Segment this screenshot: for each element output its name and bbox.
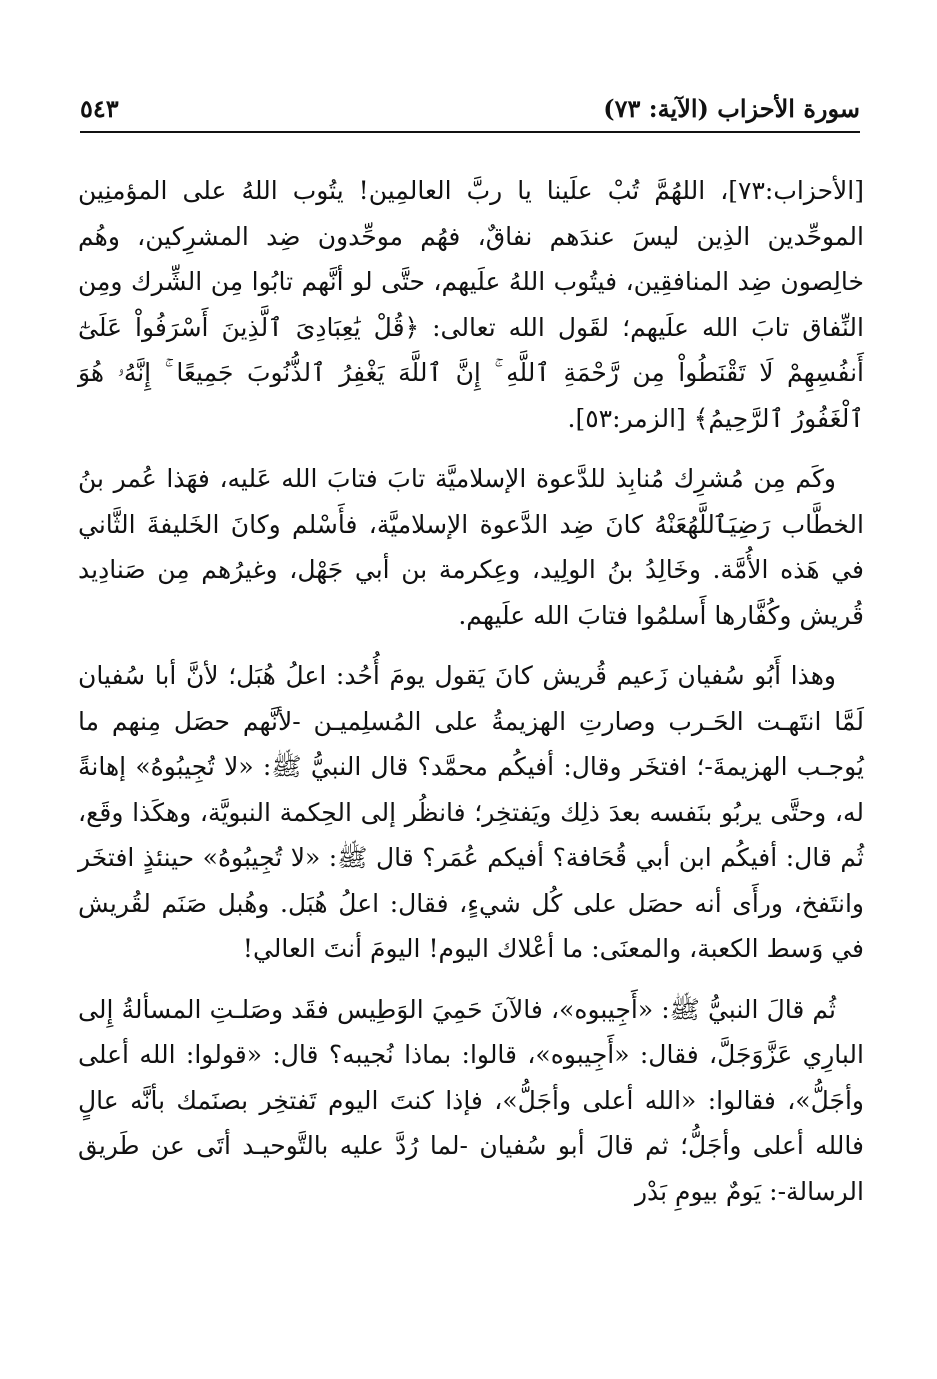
page-number: ٥٤٣ (80, 94, 119, 123)
page-header (80, 88, 860, 128)
paragraph-3: وهذا أَبُو سُفيان زَعيم قُريش كانَ يَقول يومَ أُحُد: اعلُ هُبَل؛ لأنَّ أبا سُفيان لَمَّا انتَهـت الحَـرب وصارتِ الهزيمةُ على المُسلِميـن -لأنَّهم حصَل مِنهم ما يُوجـب الهزيمةَ-؛ افتخَر وقال: أفيكُم محمَّد؟ قال النبيُّ ﷺ: «لا تُجِيبُوهُ» إهانةً له، وحتَّى يربُو بنَفسه بعدَ ذلِك ويَفتخِر؛ فانظُر إلى الحِكمة النبويَّة، وهكَذا وقَع، ثُم قال: أفيكُم ابن أبي قُحَافة؟ أفيكم عُمَر؟ قال ﷺ: «لا تُجِيبُوهُ» حينئذٍ افتخَر وانتَفخ، ورأَى أنه حصَل على كُل شيءٍ، فقال: اعلُ هُبَل. وهُبل صَنَم لقُريش في وَسط الكعبة، والمعنَى: ما أعْلاك اليوم! اليومَ أنتَ العالي! (78, 661, 864, 963)
header-rule (80, 131, 860, 133)
paragraph-1: [الأحزاب:٧٣]، اللهُمَّ تُبْ علَينا يا ربَّ العالمِين! يتُوب اللهُ على المؤمنِين الموحِّدين الذِين ليسَ عندَهم نفاقٌ، فهُم موحِّدون ضِد المشرِكين، وهُم خالِصون ضِد المنافقِين، فيتُوب اللهُ علَيهم، حتَّى لو أنَّهم تابُوا مِن الشِّرك ومِن النِّفاق تابَ الله علَيهم؛ لقَول الله تعالى: ﴿قُلْ يَٰعِبَادِىَ ٱلَّذِينَ أَسْرَفُواْ عَلَىٰٓ أَنفُسِهِمْ لَا تَقْنَطُواْ مِن رَّحْمَةِ ٱللَّهِ ۚ إِنَّ ٱللَّهَ يَغْفِرُ ٱلذُّنُوبَ جَمِيعًا ۚ إِنَّهُۥ هُوَ ٱلْغَفُورُ ٱلرَّحِيمُ﴾ [الزمر:٥٣]. (78, 176, 864, 433)
body-text (78, 168, 864, 1214)
paragraph-4: ثُم قالَ النبيُّ ﷺ: «أَجِيبوه»، فالآنَ حَمِيَ الوَطِيس فقَد وصَلـتِ المسألةُ إِلى البارِي عَزَّوَجَلَّ، فقال: «أَجِيبوه»، قالوا: بماذا نُجيبه؟ قال: «قولوا: الله أعلى وأجَلُّ»، فقالوا: «الله أعلى وأجَلُّ»، فإذا كنتَ اليوم تَفتخِر بصنَمك بأنَّه عالٍ فالله أعلى وأجَلُّ؛ ثم قالَ أبو سُفيان -لما رُدَّ عليه بالتَّوحيـد أتَى عن طَريق الرسالة-: يَومٌ بيومِ بَدْر (78, 994, 864, 1206)
running-head: سورة الأحزاب (الآية: ٧٣) (603, 94, 860, 123)
paragraph-2: وكَم مِن مُشرِك مُنابِذ للدَّعوة الإسلاميَّة تابَ فتابَ الله عَليه، فهَذا عُمر بنُ الخطَّاب رَضِيَٱللَّهُعَنْهُ كانَ ضِد الدَّعوة الإسلاميَّة، فأَسْلم وكانَ الخَليفةَ الثَّاني في هَذه الأُمَّة. وخَالِدُ بنُ الولِيد، وعِكرمة بن أبي جَهْل، وغيرُهم مِن صَنادِيد قُريش وكُفَّارها أَسلمُوا فتابَ الله علَيهم. (78, 464, 864, 630)
